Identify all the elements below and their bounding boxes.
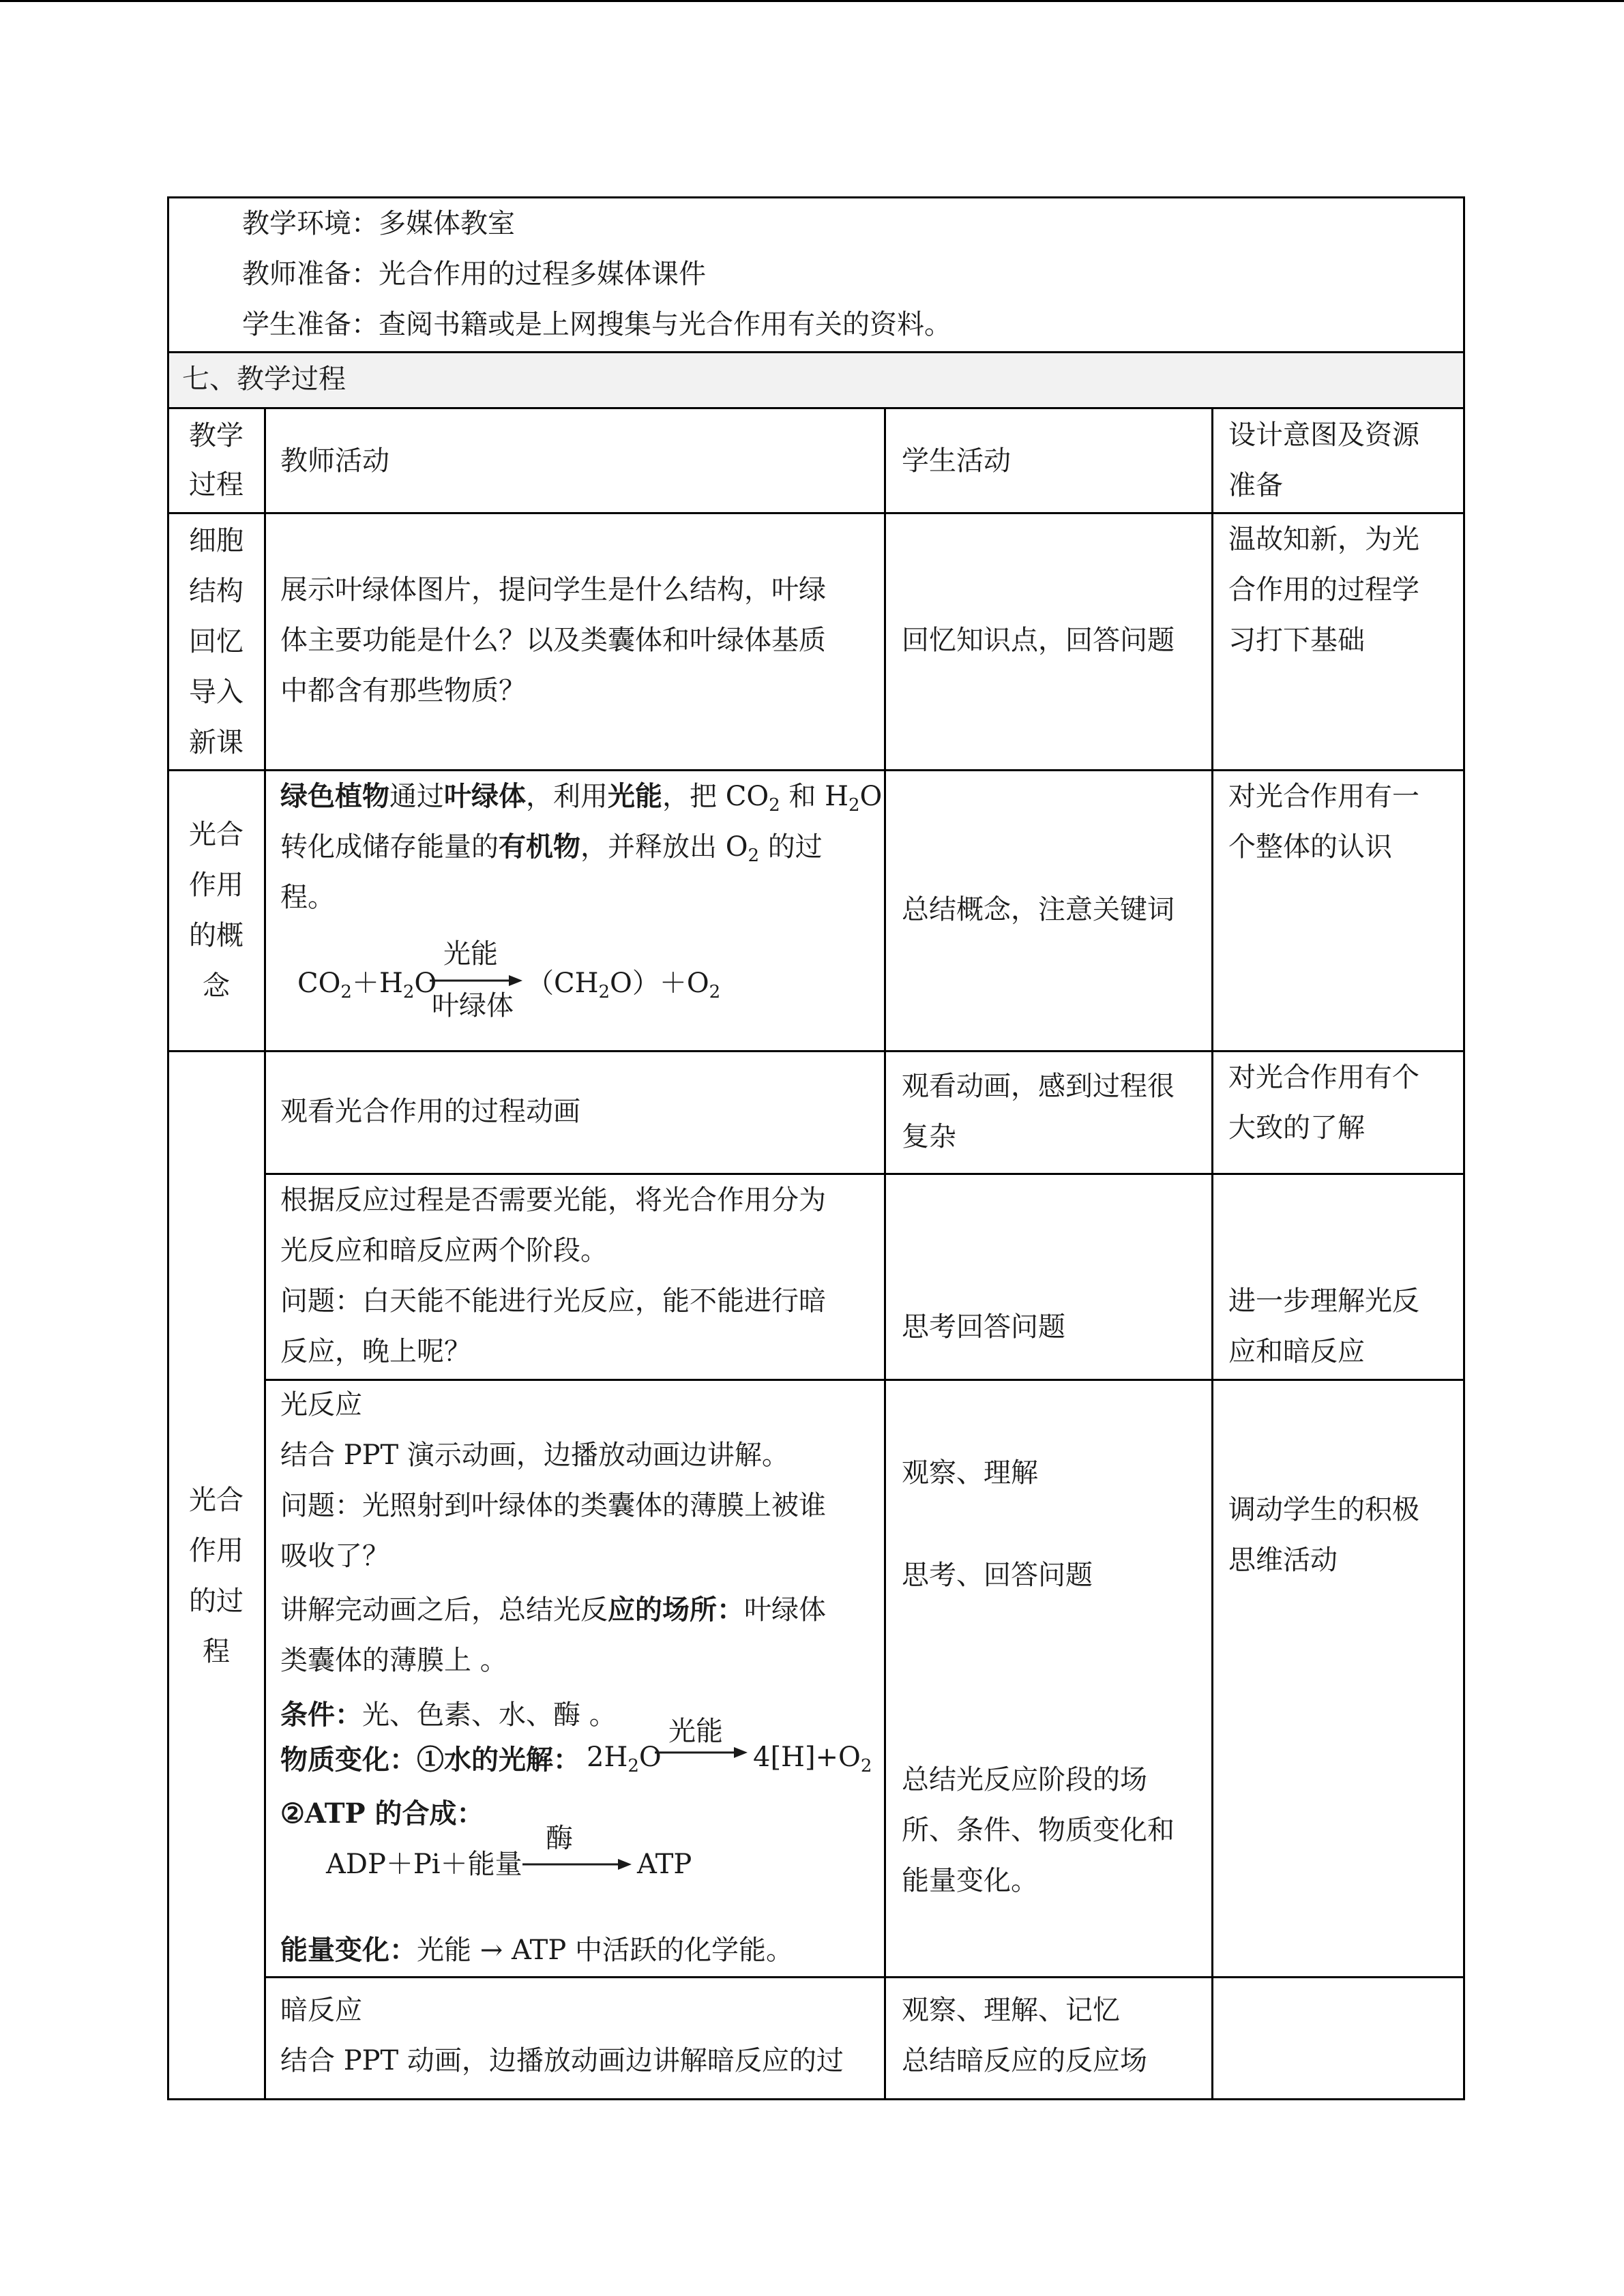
row5-student-1: 观察、理解 — [902, 1457, 1038, 1489]
row2-definition-1: 绿色植物通过叶绿体，利用光能，把 $CO_2$ 和 $H_2O$ — [280, 780, 883, 816]
row5-line-5: 讲解完动画之后，总结光反应的场所：叶绿体 — [280, 1594, 826, 1626]
row2-definition-2: 转化成储存能量的有机物，并释放出 $O_2$ 的过 — [280, 831, 823, 866]
table-line — [264, 1173, 1465, 1175]
atp-right: ATP — [637, 1849, 692, 1880]
row2-design-1: 对光合作用有一 — [1228, 781, 1419, 812]
row4-teacher-2: 光反应和暗反应两个阶段。 — [280, 1235, 608, 1266]
photolysis-arrow — [653, 1746, 749, 1759]
row4-design-1: 进一步理解光反 — [1228, 1285, 1419, 1317]
equation-arrow — [428, 974, 524, 987]
table-line — [167, 2098, 1465, 2100]
row5-line-10: 能量变化：光能 → ATP 中活跃的化学能。 — [280, 1934, 793, 1966]
row2-design-2: 个整体的认识 — [1228, 831, 1392, 863]
row1-student: 回忆知识点，回答问题 — [902, 625, 1175, 656]
atp-left: ADP＋Pi＋能量 — [326, 1849, 522, 1880]
equation-arrow-label-top: 光能 — [443, 938, 498, 970]
row5-design-2: 思维活动 — [1228, 1545, 1338, 1576]
row5-design-1: 调动学生的积极 — [1228, 1494, 1419, 1525]
row2-definition-3: 程。 — [280, 882, 335, 913]
header-stage: 教学 过程 — [189, 420, 243, 501]
row5-student-3b: 所、条件、物质变化和 — [902, 1815, 1175, 1846]
row5-line-2: 结合 PPT 演示动画，边播放动画边讲解。 — [280, 1440, 789, 1471]
table-line — [264, 1379, 1465, 1381]
row5-student-3a: 总结光反应阶段的场 — [902, 1764, 1147, 1795]
table-line — [167, 769, 1465, 771]
header-teacher: 教师活动 — [280, 445, 389, 477]
row5-student-2: 思考、回答问题 — [902, 1560, 1093, 1591]
process-stage: 光合 作用 的过 程 — [189, 1485, 243, 1667]
table-line — [167, 351, 1465, 353]
table-line — [167, 196, 1465, 198]
table-line — [884, 407, 886, 2100]
row3-design-2: 大致的了解 — [1228, 1112, 1365, 1144]
row1-teacher-2: 体主要功能是什么？以及类囊体和叶绿体基质 — [280, 625, 826, 656]
row3-design-1: 对光合作用有个 — [1228, 1062, 1419, 1093]
table-line — [264, 1976, 1465, 1978]
header-design-1: 设计意图及资源 — [1228, 419, 1419, 451]
section-band — [168, 353, 1463, 407]
row1-design-1: 温故知新，为光 — [1228, 524, 1419, 555]
row4-teacher-1: 根据反应过程是否需要光能，将光合作用分为 — [280, 1184, 826, 1216]
header-design-2: 准备 — [1228, 470, 1283, 501]
row6-student-1: 观察、理解、记忆 — [902, 1995, 1120, 2026]
table-line — [167, 512, 1465, 514]
row5-line-7: 条件：光、色素、水、酶 。 — [280, 1699, 617, 1731]
row5-line-3: 问题：光照射到叶绿体的类囊体的薄膜上被谁 — [280, 1490, 826, 1521]
equation-arrow-label-bottom: 叶绿体 — [432, 990, 514, 1022]
row1-design-3: 习打下基础 — [1228, 625, 1365, 656]
row5-line-8: 物质变化：①水的光解： — [280, 1744, 580, 1776]
row1-design-2: 合作用的过程学 — [1228, 574, 1419, 606]
env-line-2: 教师准备：光合作用的过程多媒体课件 — [242, 258, 706, 290]
table-line — [167, 407, 1465, 409]
row4-student: 思考回答问题 — [902, 1311, 1065, 1343]
row5-line-6: 类囊体的薄膜上 。 — [280, 1645, 507, 1676]
section-title: 七、教学过程 — [182, 363, 346, 395]
row1-teacher-1: 展示叶绿体图片，提问学生是什么结构，叶绿 — [280, 574, 826, 606]
row4-teacher-3: 问题：白天能不能进行光反应，能不能进行暗 — [280, 1285, 826, 1317]
env-line-3: 学生准备：查阅书籍或是上网搜集与光合作用有关的资料。 — [242, 309, 951, 340]
row5-line-4: 吸收了？ — [280, 1540, 389, 1572]
equation-left: $CO_2+H_2O$ — [297, 968, 437, 1002]
row4-teacher-4: 反应，晚上呢？ — [280, 1336, 471, 1367]
row3-student-1: 观看动画，感到过程很 — [902, 1071, 1175, 1102]
row5-student-3c: 能量变化。 — [902, 1865, 1038, 1896]
row3-teacher: 观看光合作用的过程动画 — [280, 1096, 580, 1127]
row6-line-2: 结合 PPT 动画，边播放动画边讲解暗反应的过 — [280, 2045, 844, 2076]
photolysis-left: $2H_2O$ — [587, 1742, 662, 1776]
row6-student-2: 总结暗反应的反应场 — [902, 2045, 1147, 2076]
equation-right: $(CH_2O)+O_2$ — [527, 968, 721, 1002]
row5-line-9: ②ATP 的合成： — [280, 1798, 484, 1830]
atp-arrow-label: 酶 — [546, 1823, 573, 1854]
row5-line-1: 光反应 — [280, 1389, 362, 1420]
page-top-border — [0, 0, 1624, 2]
row4-design-2: 应和暗反应 — [1228, 1336, 1365, 1367]
photolysis-arrow-label: 光能 — [668, 1716, 723, 1747]
atp-arrow — [521, 1858, 633, 1871]
row2-stage: 光合 作用 的概 念 — [189, 819, 243, 1002]
row1-stage: 细胞 结构 回忆 导入 新课 — [189, 525, 243, 758]
table-line — [1211, 407, 1213, 2100]
table-line — [167, 1050, 1465, 1052]
env-line-1: 教学环境：多媒体教室 — [242, 208, 515, 239]
row2-student: 总结概念，注意关键词 — [902, 894, 1175, 925]
row1-teacher-3: 中都含有那些物质？ — [280, 675, 526, 706]
table-line — [1463, 196, 1465, 2100]
row3-student-2: 复杂 — [902, 1121, 956, 1152]
table-line — [264, 407, 266, 2100]
row6-line-1: 暗反应 — [280, 1995, 362, 2026]
header-student: 学生活动 — [902, 445, 1011, 477]
photolysis-right: $4[H]+O_2$ — [753, 1742, 872, 1776]
